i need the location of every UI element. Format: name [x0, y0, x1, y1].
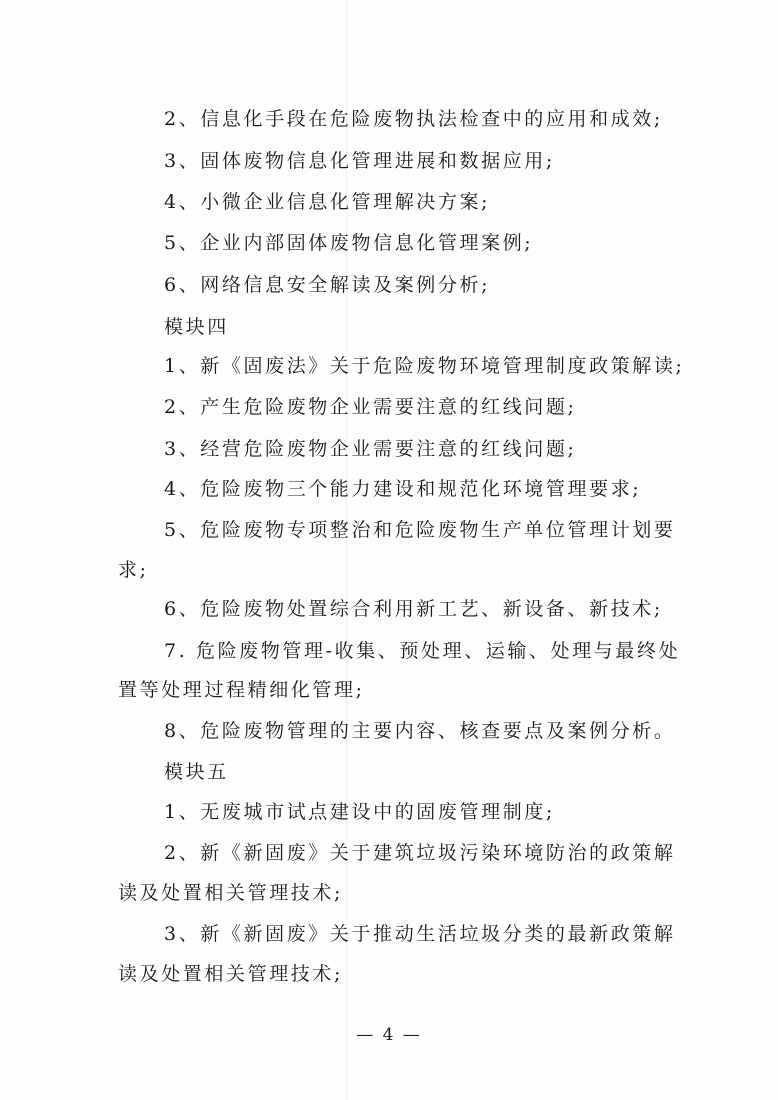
- list-item: 3、新《新固废》关于推动生活垃圾分类的最新政策解: [164, 923, 676, 945]
- list-item-continuation: 读及处置相关管理技术;: [118, 963, 344, 985]
- list-item: 3、经营危险废物企业需要注意的红线问题;: [164, 438, 577, 460]
- list-item: 1、新《固废法》关于危险废物环境管理制度政策解读;: [164, 355, 685, 377]
- list-item: 2、信息化手段在危险废物执法检查中的应用和成效;: [164, 108, 663, 130]
- list-item-continuation: 求;: [118, 559, 149, 581]
- list-item: 2、新《新固废》关于建筑垃圾污染环境防治的政策解: [164, 842, 676, 864]
- list-item: 1、无废城市试点建设中的固废管理制度;: [164, 801, 555, 823]
- list-item-continuation: 读及处置相关管理技术;: [118, 882, 344, 904]
- list-item: 2、产生危险废物企业需要注意的红线问题;: [164, 396, 577, 418]
- page-number: — 4 —: [356, 1025, 422, 1045]
- list-item: 4、危险废物三个能力建设和规范化环境管理要求;: [164, 478, 642, 500]
- section-heading: 模块四: [164, 316, 229, 338]
- list-item: 5、危险废物专项整治和危险废物生产单位管理计划要: [164, 519, 676, 541]
- list-item: 6、危险废物处置综合利用新工艺、新设备、新技术;: [164, 598, 663, 620]
- section-heading: 模块五: [164, 761, 229, 783]
- list-item-continuation: 置等处理过程精细化管理;: [118, 679, 365, 701]
- list-item: 6、网络信息安全解读及案例分析;: [164, 274, 491, 296]
- list-item: 8、危险废物管理的主要内容、核查要点及案例分析。: [164, 720, 676, 742]
- list-item: 5、企业内部固体废物信息化管理案例;: [164, 232, 534, 254]
- list-item: 4、小微企业信息化管理解决方案;: [164, 191, 491, 213]
- list-item: 7. 危险废物管理-收集、预处理、运输、处理与最终处: [164, 640, 681, 662]
- list-item: 3、固体废物信息化管理进展和数据应用;: [164, 150, 555, 172]
